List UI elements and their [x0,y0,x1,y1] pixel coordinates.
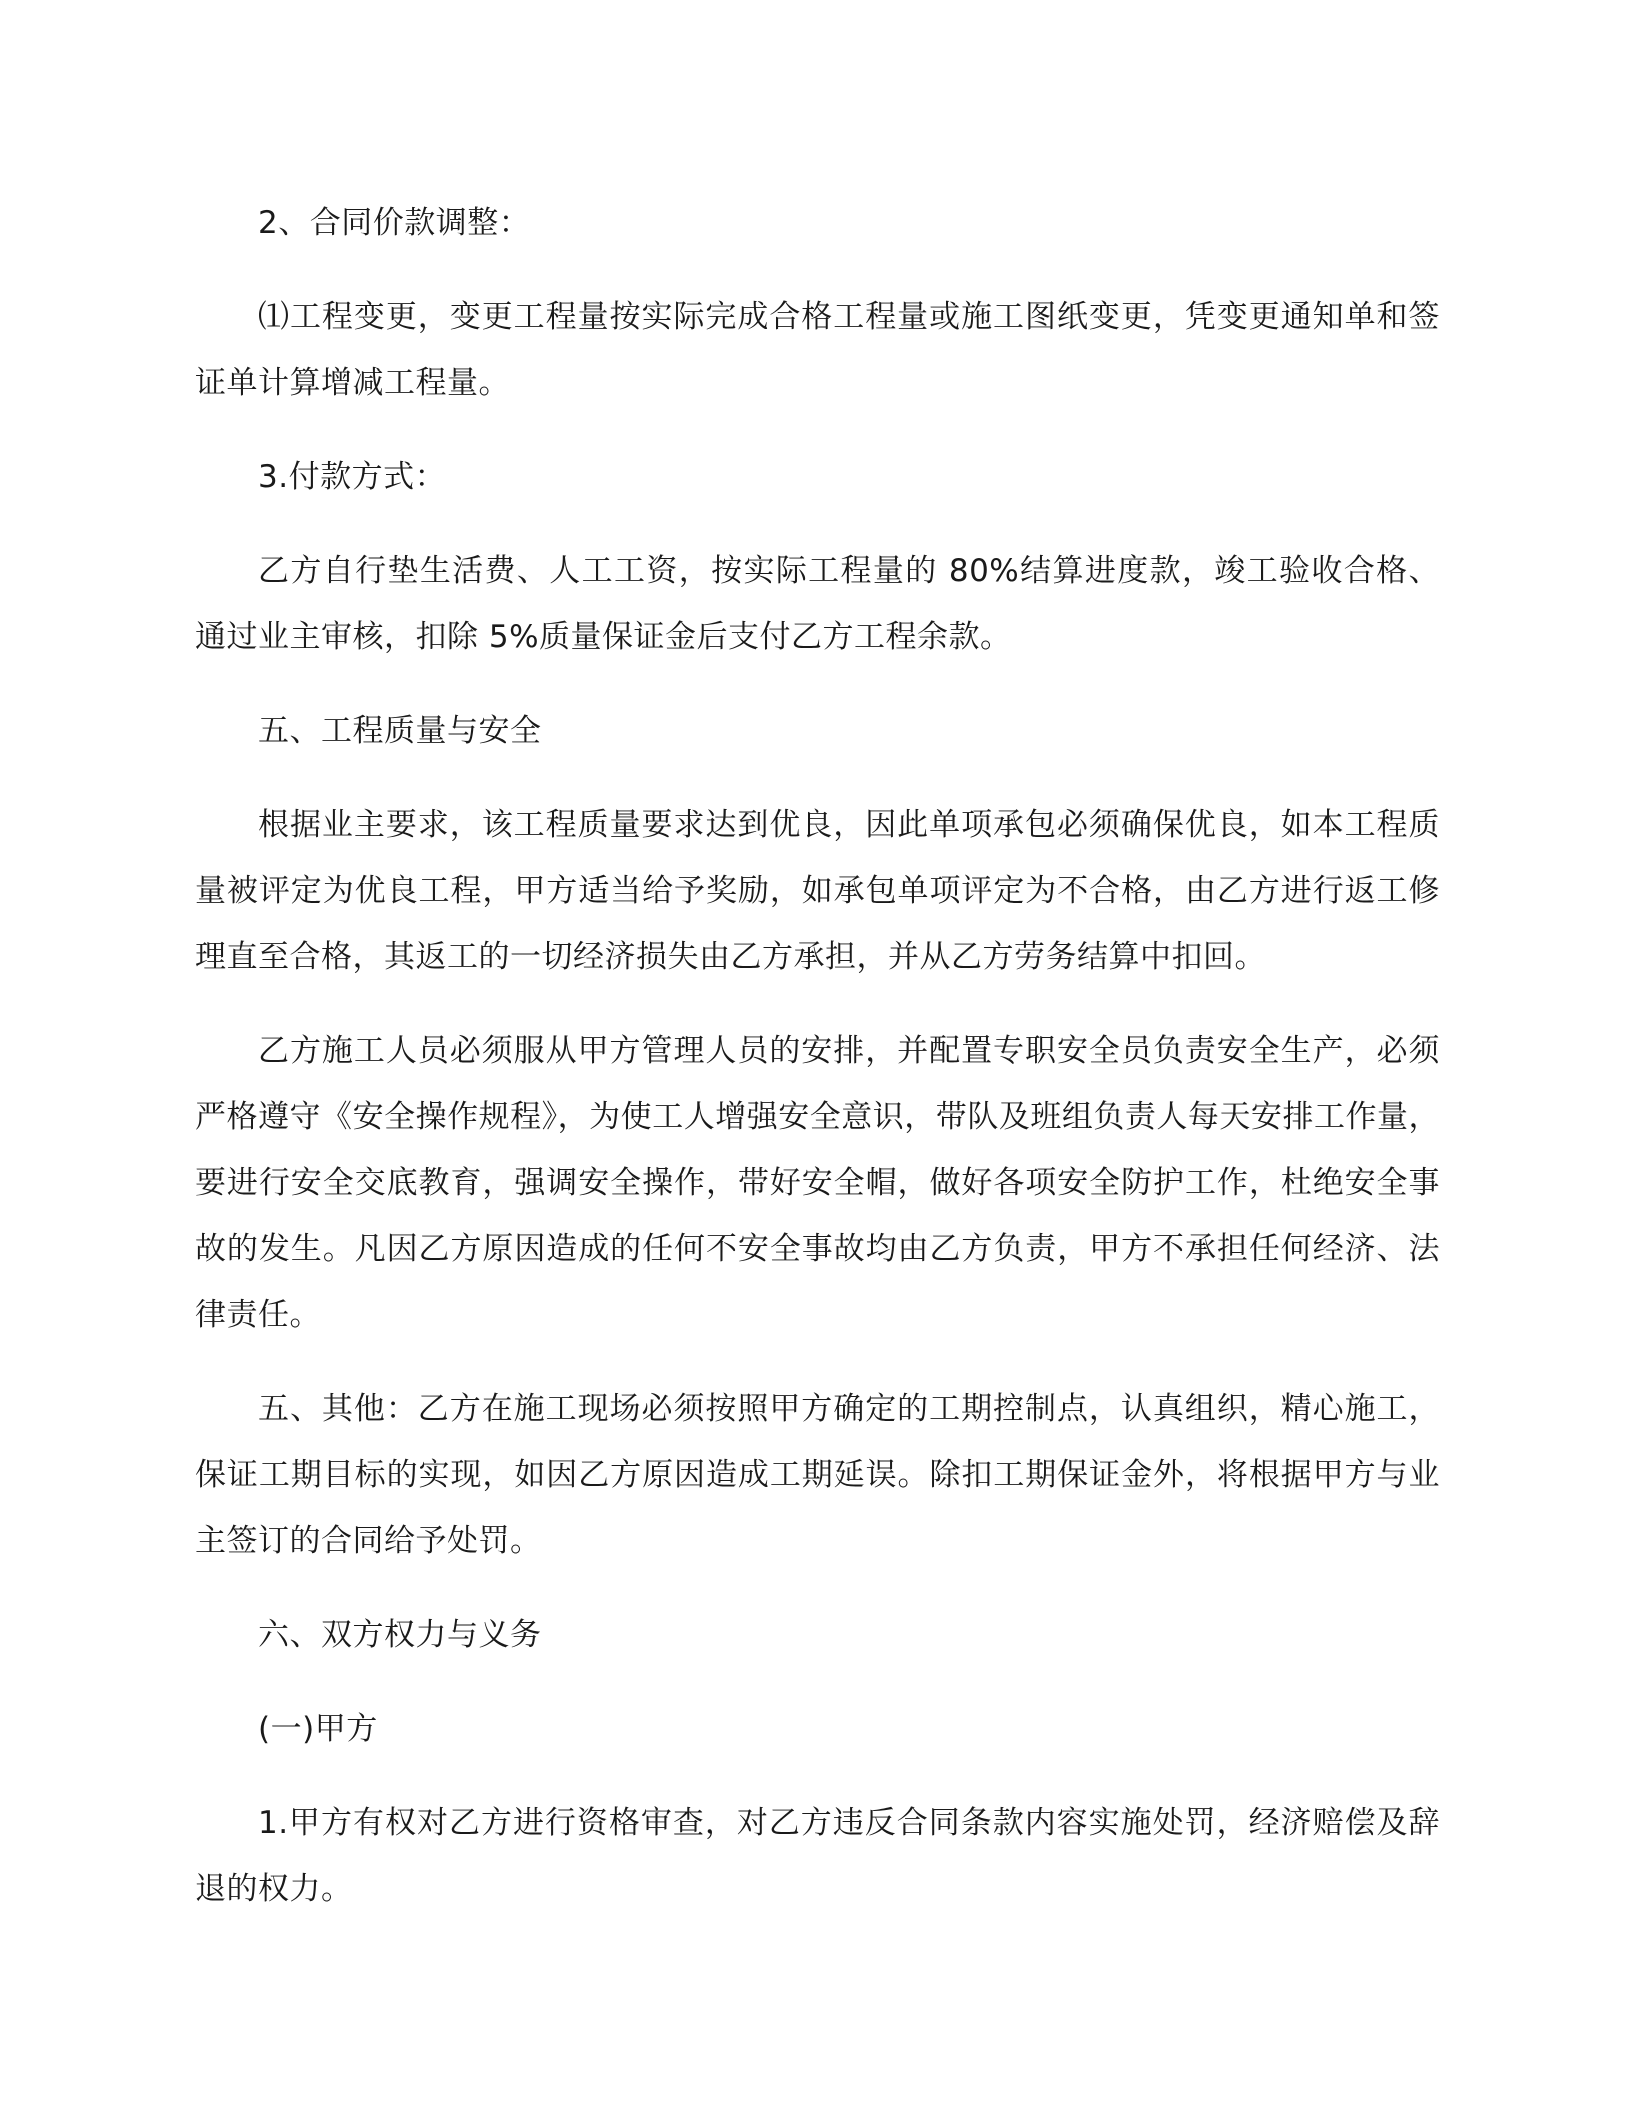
clause-quality-requirement: 根据业主要求，该工程质量要求达到优良，因此单项承包必须确保优良，如本工程质量被评定为优良工程，甲方适当给予奖励，如承包单项评定为不合格，由乙方进行返工修理直至合格，其返工的一切经济损失由乙方承担，并从乙方劳务结算中扣回。 [195,807,1440,975]
clause-other-schedule: 五、其他：乙方在施工现场必须按照甲方确定的工期控制点，认真组织，精心施工，保证工期目标的实现，如因乙方原因造成工期延误。除扣工期保证金外，将根据甲方与业主签订的合同给予处罚。 [195,1391,1440,1559]
clause-safety-requirement: 乙方施工人员必须服从甲方管理人员的安排，并配置专职安全员负责安全生产，必须严格遵守《安全操作规程》，为使工人增强安全意识，带队及班组负责人每天安排工作量，要进行安全交底教育，强调安全操作，带好安全帽，做好各项安全防护工作，杜绝安全事故的发生。凡因乙方原因造成的任何不安全事故均由乙方负责，甲方不承担任何经济、法律责任。 [195,1033,1440,1333]
subsection-party-a-heading: (一)甲方 [258,1711,378,1747]
clause-payment-method-heading: 3.付款方式： [258,459,447,495]
clause-payment-terms: 乙方自行垫生活费、人工工资，按实际工程量的 80%结算进度款，竣工验收合格、通过业主审核，扣除 5%质量保证金后支付乙方工程余款。 [195,553,1440,655]
document-body [195,190,1440,1922]
section-rights-obligations-heading: 六、双方权力与义务 [258,1617,542,1653]
clause-party-a-right-1: 1.甲方有权对乙方进行资格审查，对乙方违反合同条款内容实施处罚，经济赔偿及辞退的权力。 [195,1805,1440,1907]
clause-engineering-change: ⑴工程变更，变更工程量按实际完成合格工程量或施工图纸变更，凭变更通知单和签证单计算增减工程量。 [195,299,1440,401]
clause-price-adjustment-heading: 2、合同价款调整： [258,205,531,241]
section-quality-safety-heading: 五、工程质量与安全 [258,713,542,749]
